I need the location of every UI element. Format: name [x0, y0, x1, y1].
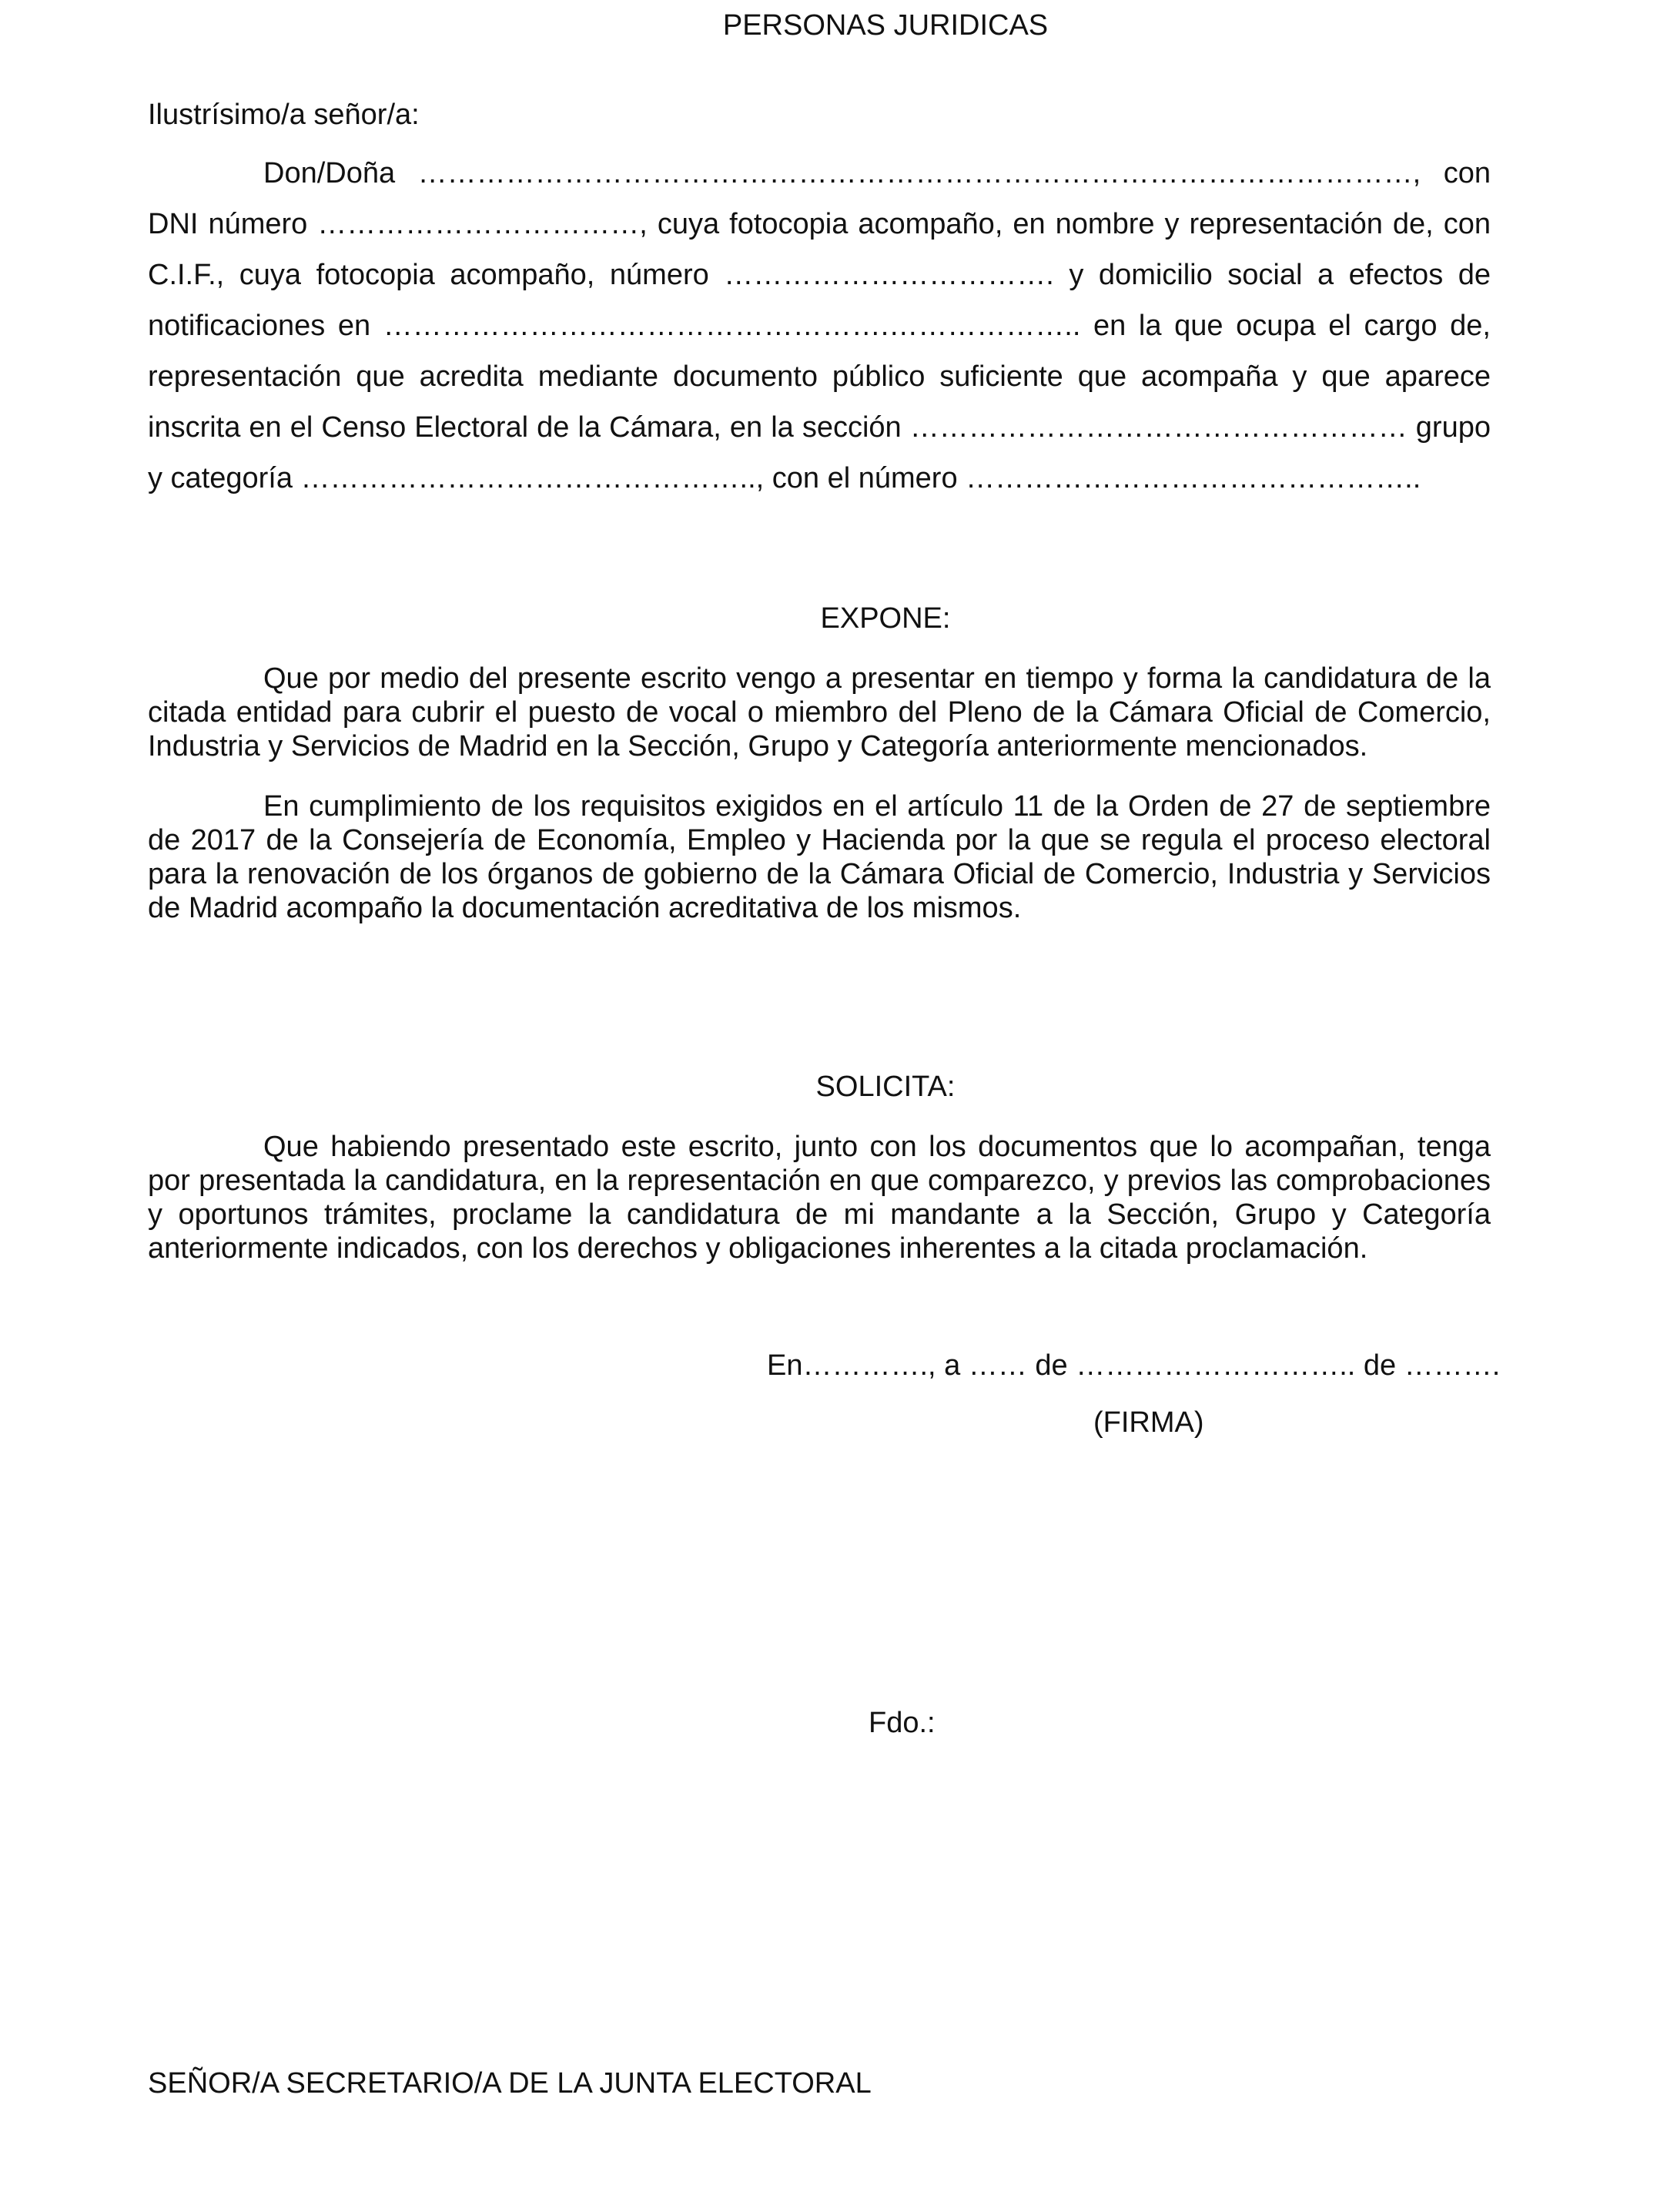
signed-by-label: Fdo.:: [869, 1707, 936, 1739]
intro-line: C.I.F., cuya fotocopia acompaño, número ……………………………. y domicilio social a efectos de: [148, 259, 1491, 291]
signature-label: (FIRMA): [1093, 1406, 1204, 1439]
solicita-heading: SOLICITA:: [815, 1071, 956, 1103]
expone-line: de 2017 de la Consejería de Economía, Empleo y Hacienda por la que se regula el proceso electoral: [148, 824, 1491, 856]
document-title: PERSONAS JURIDICAS: [722, 9, 1049, 42]
expone-heading: EXPONE:: [820, 602, 951, 635]
addressee: SEÑOR/A SECRETARIO/A DE LA JUNTA ELECTORAL: [148, 2067, 872, 2100]
solicita-line: anteriormente indicados, con los derechos y obligaciones inherentes a la citada proclamación.: [148, 1232, 1368, 1265]
intro-line: DNI número ……………………………, cuya fotocopia acompaño, en nombre y representación de, con: [148, 208, 1491, 240]
expone-line: Que por medio del presente escrito vengo a presentar en tiempo y forma la candidatura de la: [263, 662, 1491, 695]
expone-line: En cumplimiento de los requisitos exigidos en el artículo 11 de la Orden de 27 de septiembre: [263, 790, 1491, 823]
salutation: Ilustrísimo/a señor/a:: [148, 99, 420, 131]
intro-line: inscrita en el Censo Electoral de la Cámara, en la sección …………………………………………… grupo: [148, 411, 1491, 444]
expone-line: para la renovación de los órganos de gobierno de la Cámara Oficial de Comercio, Industria y Servicios: [148, 858, 1491, 890]
solicita-line: por presentada la candidatura, en la representación en que comparezco, y previos las comprobaciones: [148, 1165, 1491, 1197]
solicita-line: Que habiendo presentado este escrito, junto con los documentos que lo acompañan, tenga: [263, 1131, 1491, 1163]
intro-line: representación que acredita mediante documento público suficiente que acompaña y que aparece: [148, 360, 1491, 393]
solicita-line: y oportunos trámites, proclame la candidatura de mi mandante a la Sección, Grupo y Categoría: [148, 1198, 1491, 1231]
intro-line: y categoría ……………………………………….., con el número ………………………………………..: [148, 462, 1421, 494]
expone-line: de Madrid acompaño la documentación acreditativa de los mismos.: [148, 892, 1022, 924]
intro-line: notificaciones en …………………………………………….……………….. en la que ocupa el cargo de,: [148, 310, 1491, 342]
date-line: En…………., a …… de ……………………….. de ……….: [767, 1349, 1501, 1382]
intro-line: Don/Doña …………………………………………………………………………………………, con: [263, 157, 1491, 189]
expone-line: Industria y Servicios de Madrid en la Sección, Grupo y Categoría anteriormente mencionados.: [148, 730, 1368, 762]
expone-line: citada entidad para cubrir el puesto de vocal o miembro del Pleno de la Cámara Oficial de Comercio,: [148, 696, 1491, 729]
